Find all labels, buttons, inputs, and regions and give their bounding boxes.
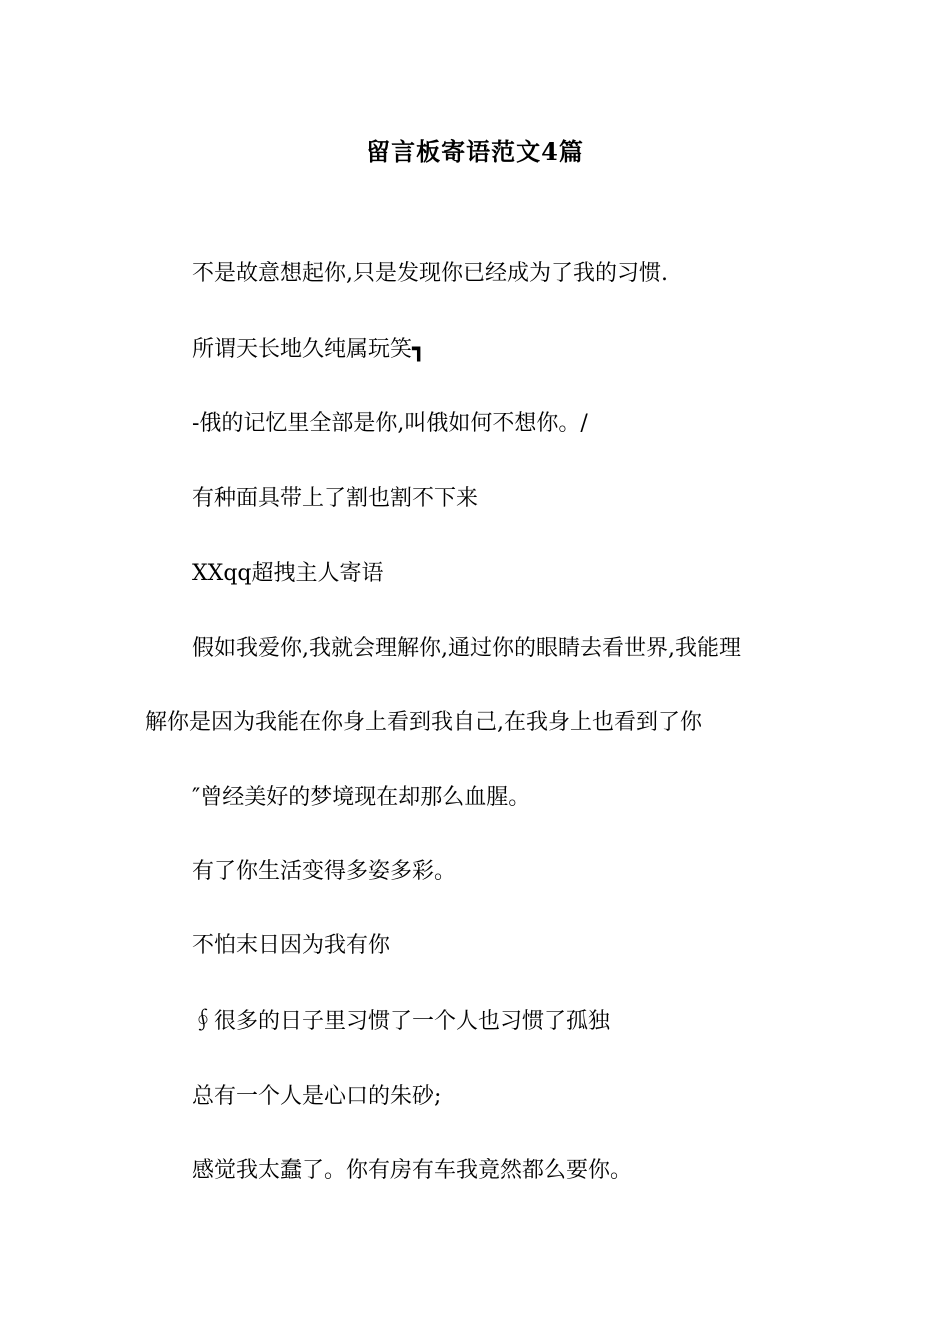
paragraph-line: 总有一个人是心口的朱砂;	[192, 1084, 442, 1109]
paragraph-line: 有种面具带上了割也割不下来	[192, 486, 479, 511]
paragraph-line: 有了你生活变得多姿多彩。	[192, 859, 457, 884]
paragraph-line: 假如我爱你,我就会理解你,通过你的眼睛去看世界,我能理	[192, 636, 741, 661]
paragraph-line: 感觉我太蠢了。你有房有车我竟然都么要你。	[192, 1158, 633, 1183]
paragraph-line: 所谓天长地久纯属玩笑┓	[192, 337, 426, 362]
document-title: 留言板寄语范文4篇	[366, 137, 584, 166]
paragraph-line: -俄的记忆里全部是你,叫俄如何不想你。/	[192, 411, 588, 436]
paragraph-line: ″曾经美好的梦境现在却那么血腥。	[192, 785, 531, 810]
paragraph-line: ∮很多的日子里习惯了一个人也习惯了孤独	[192, 1009, 611, 1034]
paragraph-line-continuation: 解你是因为我能在你身上看到我自己,在我身上也看到了你	[145, 710, 702, 735]
paragraph-line: 不怕末日因为我有你	[192, 933, 391, 958]
paragraph-line: XXqq超拽主人寄语	[192, 561, 384, 586]
paragraph-line: 不是故意想起你,只是发现你已经成为了我的习惯.	[192, 261, 668, 286]
